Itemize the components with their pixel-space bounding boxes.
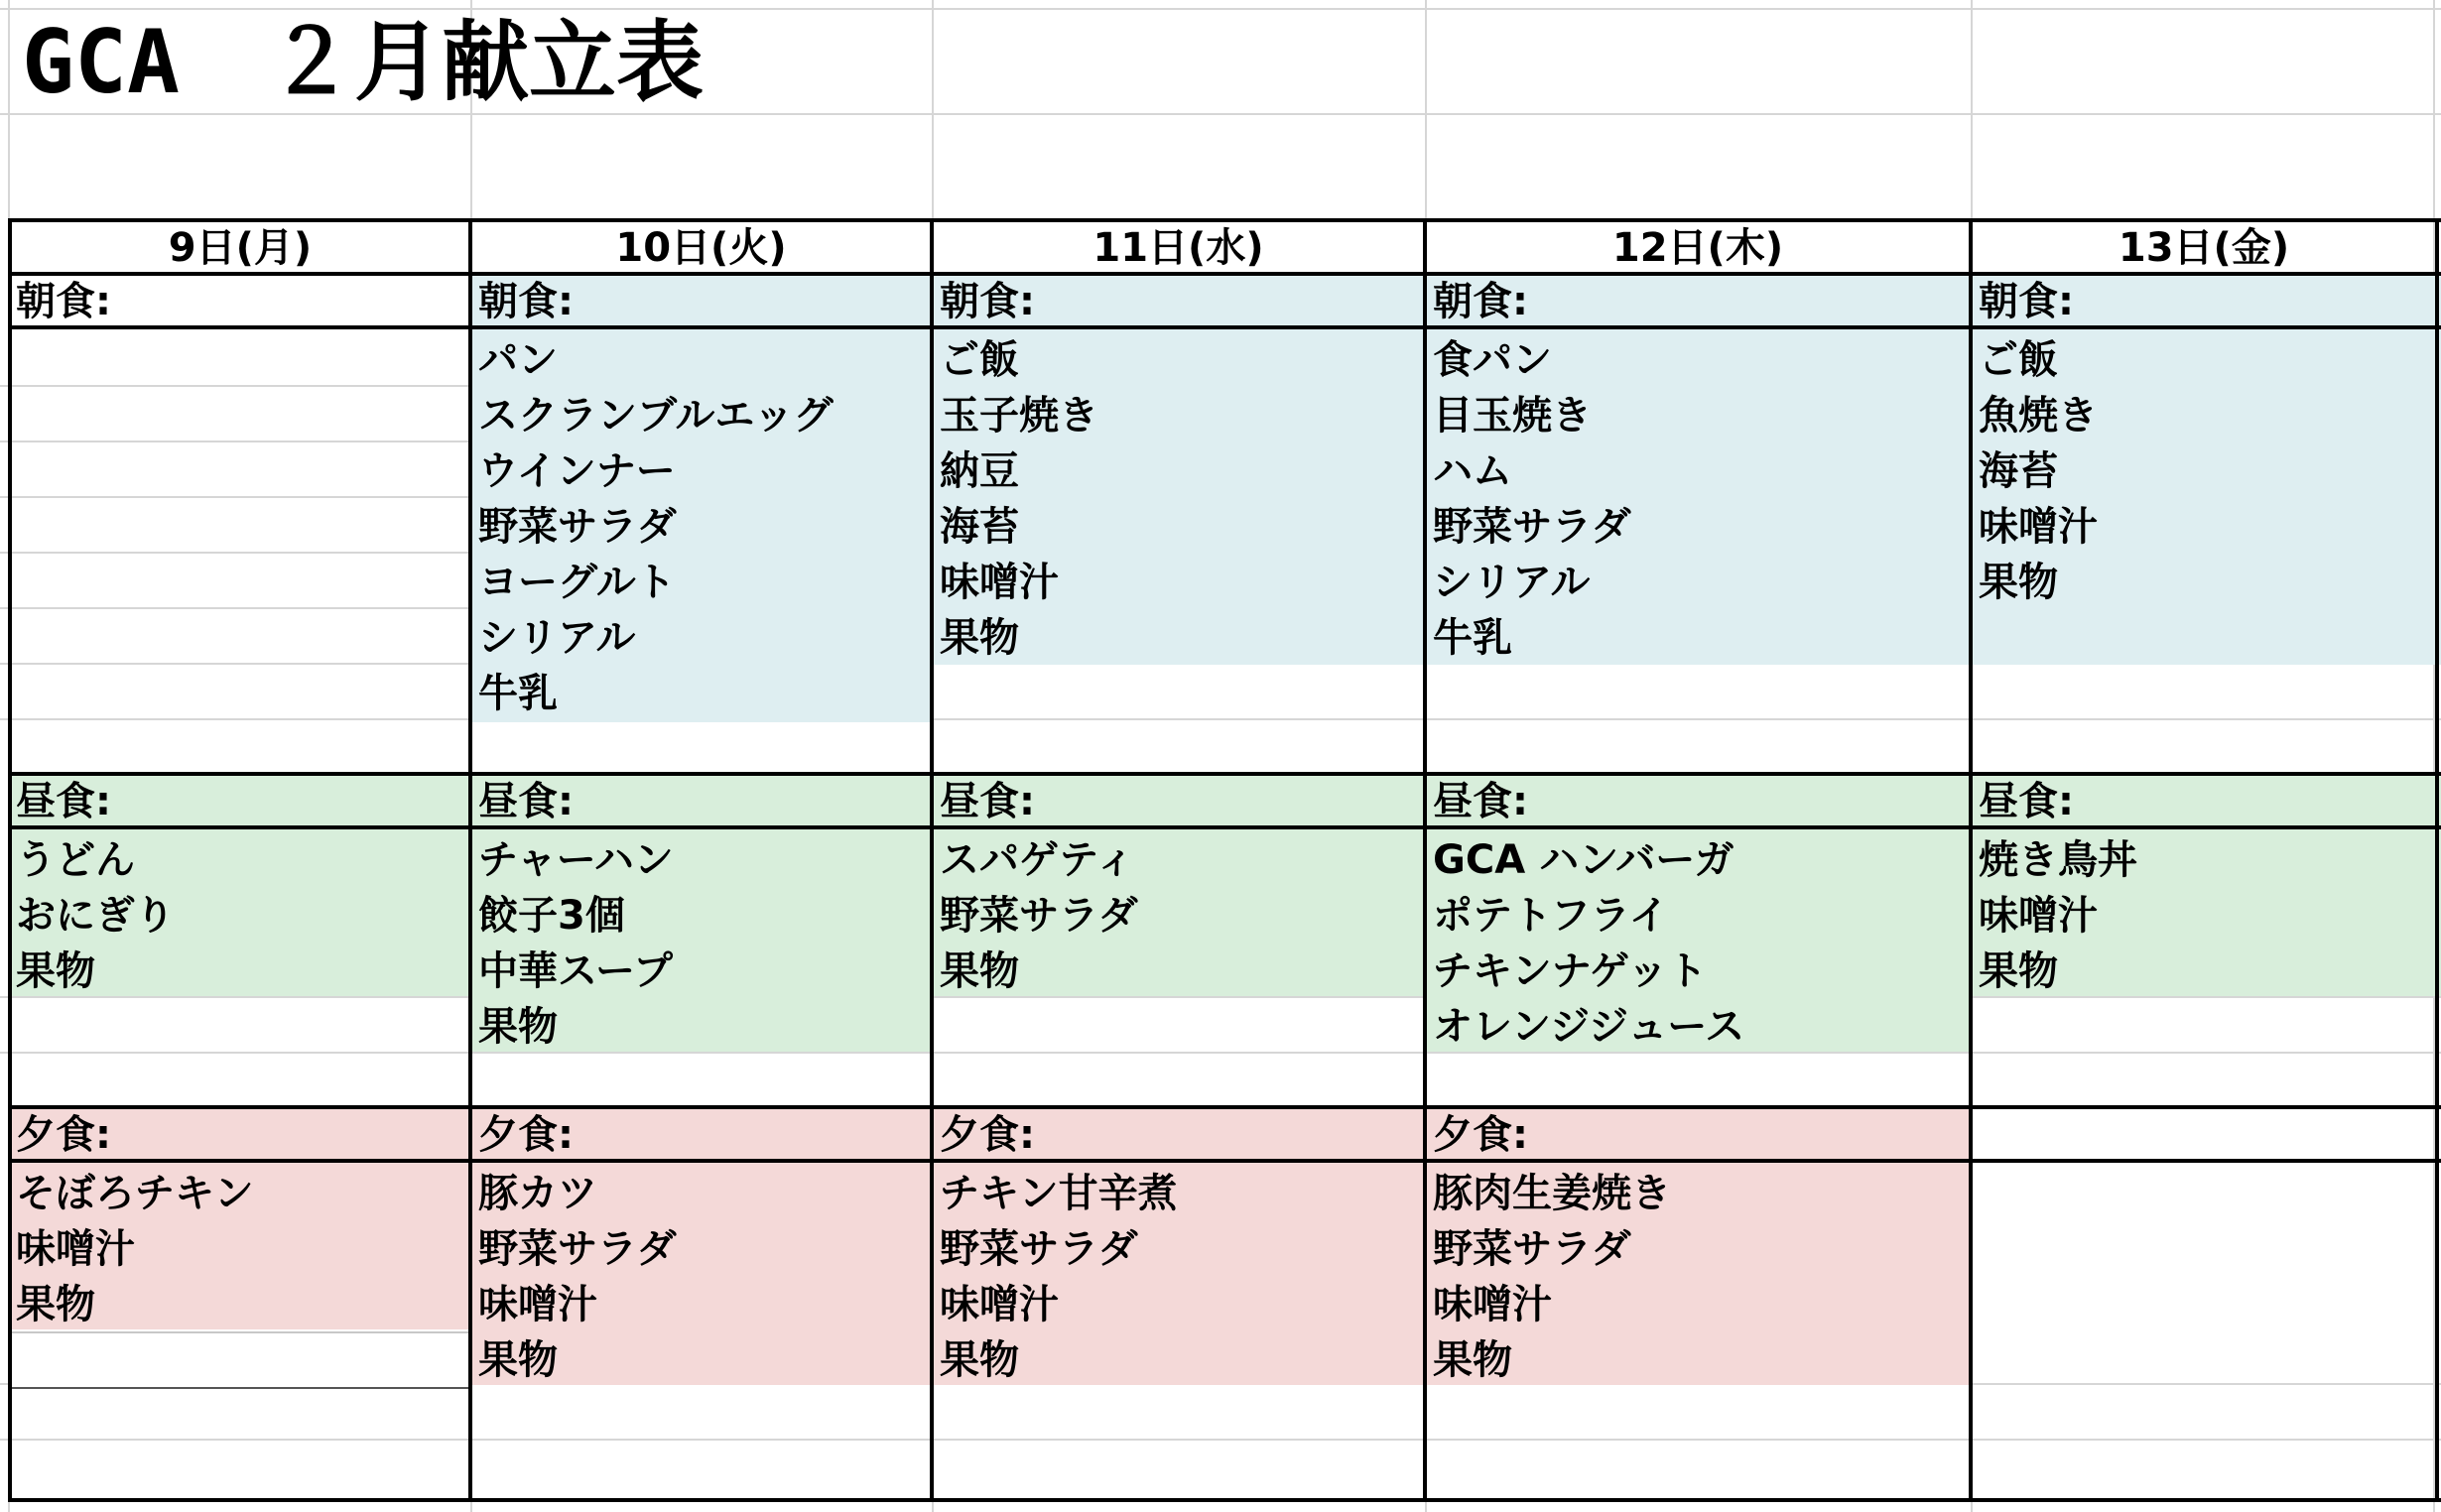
menu-item: オレンジジュース bbox=[1433, 1004, 1745, 1050]
menu-item: 野菜サラダ bbox=[940, 893, 1138, 939]
menu-item: 果物 bbox=[478, 1337, 558, 1383]
menu-item: 味噌汁 bbox=[1979, 893, 2098, 939]
menu-item: 野菜サラダ bbox=[1433, 1226, 1631, 1272]
column-border bbox=[468, 218, 472, 1502]
dinner-label: 夕食: bbox=[1433, 1112, 1528, 1158]
menu-item: 果物 bbox=[478, 1004, 558, 1050]
breakfast-label: 朝食: bbox=[1433, 279, 1528, 324]
menu-item: ヨーグルト bbox=[478, 560, 676, 605]
menu-item: 果物 bbox=[1979, 560, 2058, 605]
menu-item: 野菜サラダ bbox=[478, 504, 677, 550]
menu-item: GCA ハンバーガ bbox=[1433, 837, 1734, 883]
menu-item: 味噌汁 bbox=[478, 1282, 597, 1327]
column-border bbox=[8, 218, 12, 1502]
dinner-label: 夕食: bbox=[940, 1112, 1035, 1158]
page-title: GCA ２月献立表 bbox=[22, 11, 704, 113]
dinner-items-tue bbox=[478, 1166, 677, 1388]
lunch-label: 昼食: bbox=[1433, 779, 1528, 824]
menu-item: 味噌汁 bbox=[16, 1226, 135, 1272]
row-border bbox=[8, 325, 2441, 329]
menu-item: 果物 bbox=[16, 1282, 95, 1327]
lunch-label: 昼食: bbox=[940, 779, 1035, 824]
menu-item: ご飯 bbox=[1979, 337, 2058, 383]
menu-item: 野菜サラダ bbox=[940, 1226, 1138, 1272]
menu-item: 玉子焼き bbox=[940, 393, 1098, 439]
menu-item: 果物 bbox=[1433, 1337, 1512, 1383]
lunch-label: 昼食: bbox=[478, 779, 574, 824]
day-header-mon: 9日(月) bbox=[168, 225, 313, 271]
row-border bbox=[8, 825, 2441, 829]
dinner-label: 夕食: bbox=[478, 1112, 574, 1158]
day-header-wed: 11日(水) bbox=[1092, 225, 1264, 271]
menu-item: 野菜サラダ bbox=[478, 1226, 677, 1272]
breakfast-items-tue bbox=[478, 332, 834, 721]
dinner-items-wed bbox=[940, 1166, 1178, 1388]
menu-item: そぼろチキン bbox=[16, 1171, 254, 1216]
menu-item: チキンナゲット bbox=[1433, 948, 1708, 994]
menu-item: 魚焼き bbox=[1979, 393, 2098, 439]
menu-item: 果物 bbox=[16, 948, 95, 994]
empty-cell bbox=[10, 1331, 468, 1389]
menu-item: ハム bbox=[1433, 448, 1512, 494]
lunch-label: 昼食: bbox=[1979, 779, 2074, 824]
menu-item: 豚肉生姜焼き bbox=[1433, 1171, 1671, 1216]
menu-item: 目玉焼き bbox=[1433, 393, 1592, 439]
menu-item: 果物 bbox=[1979, 948, 2058, 994]
menu-item: チャーハン bbox=[478, 837, 674, 883]
menu-item: 海苔 bbox=[1979, 448, 2058, 494]
menu-item: チキン甘辛煮 bbox=[940, 1171, 1178, 1216]
menu-item: シリアル bbox=[478, 615, 636, 661]
gridline bbox=[0, 1052, 2441, 1054]
day-header-fri: 13日(金) bbox=[2118, 225, 2290, 271]
menu-item: 味噌汁 bbox=[940, 560, 1059, 605]
menu-item: 味噌汁 bbox=[1979, 504, 2098, 550]
row-border bbox=[8, 1159, 2441, 1163]
lunch-items-wed bbox=[940, 832, 1138, 999]
menu-item: 豚カツ bbox=[478, 1171, 597, 1216]
gridline bbox=[0, 718, 2441, 720]
breakfast-items-thu bbox=[1433, 332, 1631, 666]
breakfast-label: 朝食: bbox=[1979, 279, 2074, 324]
menu-item: 牛乳 bbox=[1433, 615, 1512, 661]
breakfast-label: 朝食: bbox=[940, 279, 1035, 324]
menu-item: ウインナー bbox=[478, 448, 676, 494]
menu-item: 焼き鳥丼 bbox=[1979, 837, 2137, 883]
menu-item: 果物 bbox=[940, 615, 1019, 661]
column-border bbox=[2435, 218, 2439, 1502]
menu-item: ポテトフライ bbox=[1433, 893, 1669, 939]
menu-item: スクランブルエッグ bbox=[478, 393, 834, 439]
menu-item: 納豆 bbox=[940, 448, 1019, 494]
dinner-label: 夕食: bbox=[16, 1112, 111, 1158]
lunch-items-tue bbox=[478, 832, 674, 1055]
menu-item: うどん bbox=[16, 837, 135, 883]
menu-item: 餃子3個 bbox=[478, 893, 625, 939]
lunch-items-fri bbox=[1979, 832, 2137, 999]
row-border bbox=[8, 772, 2441, 776]
menu-item: シリアル bbox=[1433, 560, 1591, 605]
menu-item: 食パン bbox=[1433, 337, 1552, 383]
dinner-items-thu bbox=[1433, 1166, 1671, 1388]
gridline bbox=[0, 1439, 2441, 1441]
menu-item: スパゲティ bbox=[940, 837, 1135, 883]
breakfast-items-wed bbox=[940, 332, 1098, 666]
lunch-label: 昼食: bbox=[16, 779, 111, 824]
dinner-items-mon bbox=[16, 1166, 254, 1332]
menu-item: 果物 bbox=[940, 1337, 1019, 1383]
menu-item: パン bbox=[478, 337, 558, 383]
lunch-items-mon bbox=[16, 832, 175, 999]
lunch-items-thu bbox=[1433, 832, 1744, 1055]
menu-item: 中華スープ bbox=[478, 948, 673, 994]
breakfast-label: 朝食: bbox=[478, 279, 574, 324]
breakfast-label: 朝食: bbox=[16, 279, 111, 324]
column-border bbox=[1969, 218, 1973, 1502]
column-border bbox=[930, 218, 934, 1502]
column-border bbox=[1423, 218, 1427, 1502]
menu-item: 海苔 bbox=[940, 504, 1019, 550]
menu-item: 味噌汁 bbox=[1433, 1282, 1552, 1327]
menu-item: 野菜サラダ bbox=[1433, 504, 1631, 550]
menu-item: おにぎり bbox=[16, 893, 175, 939]
day-header-tue: 10日(火) bbox=[615, 225, 787, 271]
row-border bbox=[8, 1105, 2441, 1109]
menu-item: 牛乳 bbox=[478, 671, 558, 716]
menu-item: 味噌汁 bbox=[940, 1282, 1059, 1327]
menu-item: 果物 bbox=[940, 948, 1019, 994]
day-header-thu: 12日(木) bbox=[1611, 225, 1784, 271]
table-border-bottom bbox=[8, 1498, 2441, 1502]
breakfast-items-fri bbox=[1979, 332, 2098, 610]
menu-item: ご飯 bbox=[940, 337, 1019, 383]
